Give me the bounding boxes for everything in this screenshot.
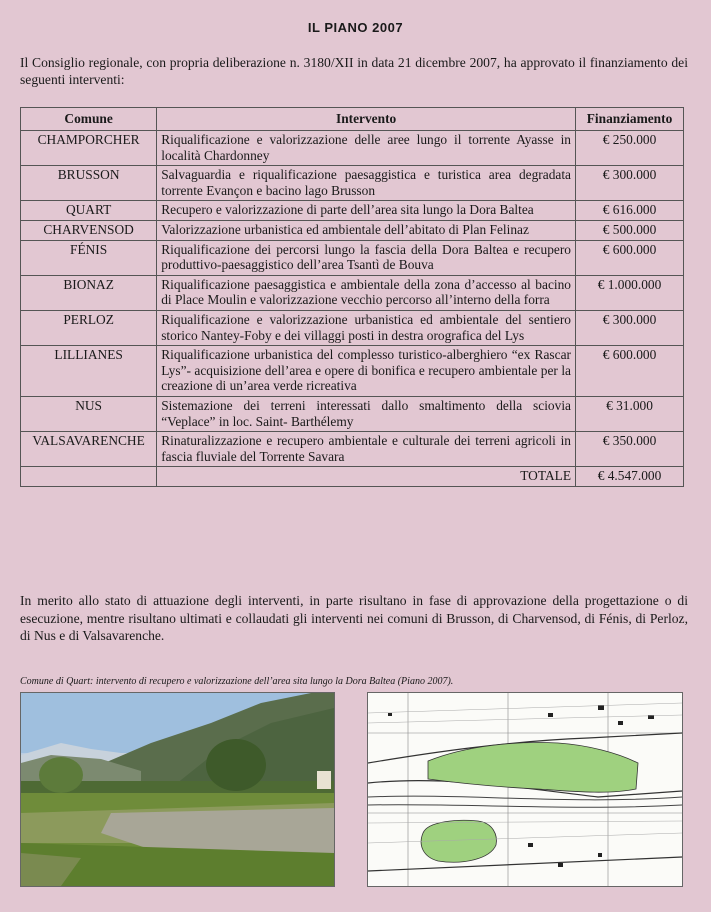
cell-finanziamento: € 600.000 <box>576 240 684 275</box>
cell-finanziamento: € 500.000 <box>576 220 684 240</box>
cell-intervento: Riqualificazione e valorizzazione delle aree lungo il torrente Ayasse in località Chardonney <box>157 131 576 166</box>
table-row <box>21 310 684 345</box>
table-row <box>21 201 684 221</box>
cell-intervento: Salvaguardia e riqualificazione paesaggistica e turistica area degradata torrente Evançon e bacino lago Brusson <box>157 166 576 201</box>
table-row <box>21 131 684 166</box>
cell-comune: VALSAVARENCHE <box>21 432 157 467</box>
total-row <box>21 467 684 487</box>
cell-comune: NUS <box>21 396 157 431</box>
header-intervento: Intervento <box>157 108 576 131</box>
intro-paragraph: Il Consiglio regionale, con propria deliberazione n. 3180/XII in data 21 dicembre 2007, ha approvato il finanziamento dei seguenti interventi: <box>20 55 688 87</box>
cell-finanziamento: € 300.000 <box>576 166 684 201</box>
total-label: TOTALE <box>157 467 576 487</box>
cell-finanziamento: € 31.000 <box>576 396 684 431</box>
cell-intervento: Riqualificazione e valorizzazione urbanistica ed ambientale del sentiero storico Nantey-Foby e dei villaggi posti in destra orografica del Lys <box>157 310 576 345</box>
cell-comune: CHARVENSOD <box>21 220 157 240</box>
cell-intervento: Rinaturalizzazione e recupero ambientale e culturale dei terreni agricoli in fascia fluviale del Torrente Savara <box>157 432 576 467</box>
cell-finanziamento: € 1.000.000 <box>576 275 684 310</box>
landscape-photo <box>20 692 335 887</box>
table-row <box>21 275 684 310</box>
cell-intervento: Riqualificazione dei percorsi lungo la fascia della Dora Baltea e recupero produttivo-paesaggistico dell’area Tsantì de Bouva <box>157 240 576 275</box>
cell-comune: BRUSSON <box>21 166 157 201</box>
cell-intervento: Sistemazione dei terreni interessati dallo smaltimento della sciovia “Veplace” in loc. Saint- Barthélemy <box>157 396 576 431</box>
cell-intervento: Riqualificazione urbanistica del complesso turistico-alberghiero “ex Rascar Lys”- acquisizione dell’area e opere di bonifica e recupero ambientale per la creazione di un’area verde ricreativa <box>157 346 576 397</box>
table-row <box>21 346 684 397</box>
cell-finanziamento: € 350.000 <box>576 432 684 467</box>
cell-comune: QUART <box>21 201 157 221</box>
cell-comune: LILLIANES <box>21 346 157 397</box>
table-row <box>21 432 684 467</box>
cell-finanziamento: € 600.000 <box>576 346 684 397</box>
cell-intervento: Valorizzazione urbanistica ed ambientale dell’abitato di Plan Felinaz <box>157 220 576 240</box>
page-title: IL PIANO 2007 <box>307 20 404 35</box>
cell-empty <box>21 467 157 487</box>
table-row <box>21 220 684 240</box>
total-value: € 4.547.000 <box>576 467 684 487</box>
table-row <box>21 166 684 201</box>
area-map <box>367 692 683 887</box>
table-header-row <box>21 108 684 131</box>
header-comune: Comune <box>21 108 157 131</box>
figure-caption: Comune di Quart: intervento di recupero e valorizzazione dell’area sita lungo la Dora Baltea (Piano 2007). <box>20 676 454 687</box>
header-finanziamento: Finanziamento <box>576 108 684 131</box>
funding-table <box>20 107 684 487</box>
cell-finanziamento: € 300.000 <box>576 310 684 345</box>
cell-comune: CHAMPORCHER <box>21 131 157 166</box>
cell-finanziamento: € 616.000 <box>576 201 684 221</box>
cell-comune: PERLOZ <box>21 310 157 345</box>
cell-intervento: Riqualificazione paesaggistica e ambientale della zona d’accesso al bacino di Place Moulin e valorizzazione vecchio percorso all’interno della forra <box>157 275 576 310</box>
cell-finanziamento: € 250.000 <box>576 131 684 166</box>
cell-comune: BIONAZ <box>21 275 157 310</box>
cell-comune: FÉNIS <box>21 240 157 275</box>
closing-paragraph: In merito allo stato di attuazione degli interventi, in parte risultano in fase di approvazione della progettazione o di esecuzione, mentre risultano ultimati e collaudati gli interventi nei comuni di Brusson, di Charvensod, di Fénis, di Perloz, di Nus e di Valsavarenche. <box>20 593 688 643</box>
table-row <box>21 240 684 275</box>
cell-intervento: Recupero e valorizzazione di parte dell’area sita lungo la Dora Baltea <box>157 201 576 221</box>
table-row <box>21 396 684 431</box>
